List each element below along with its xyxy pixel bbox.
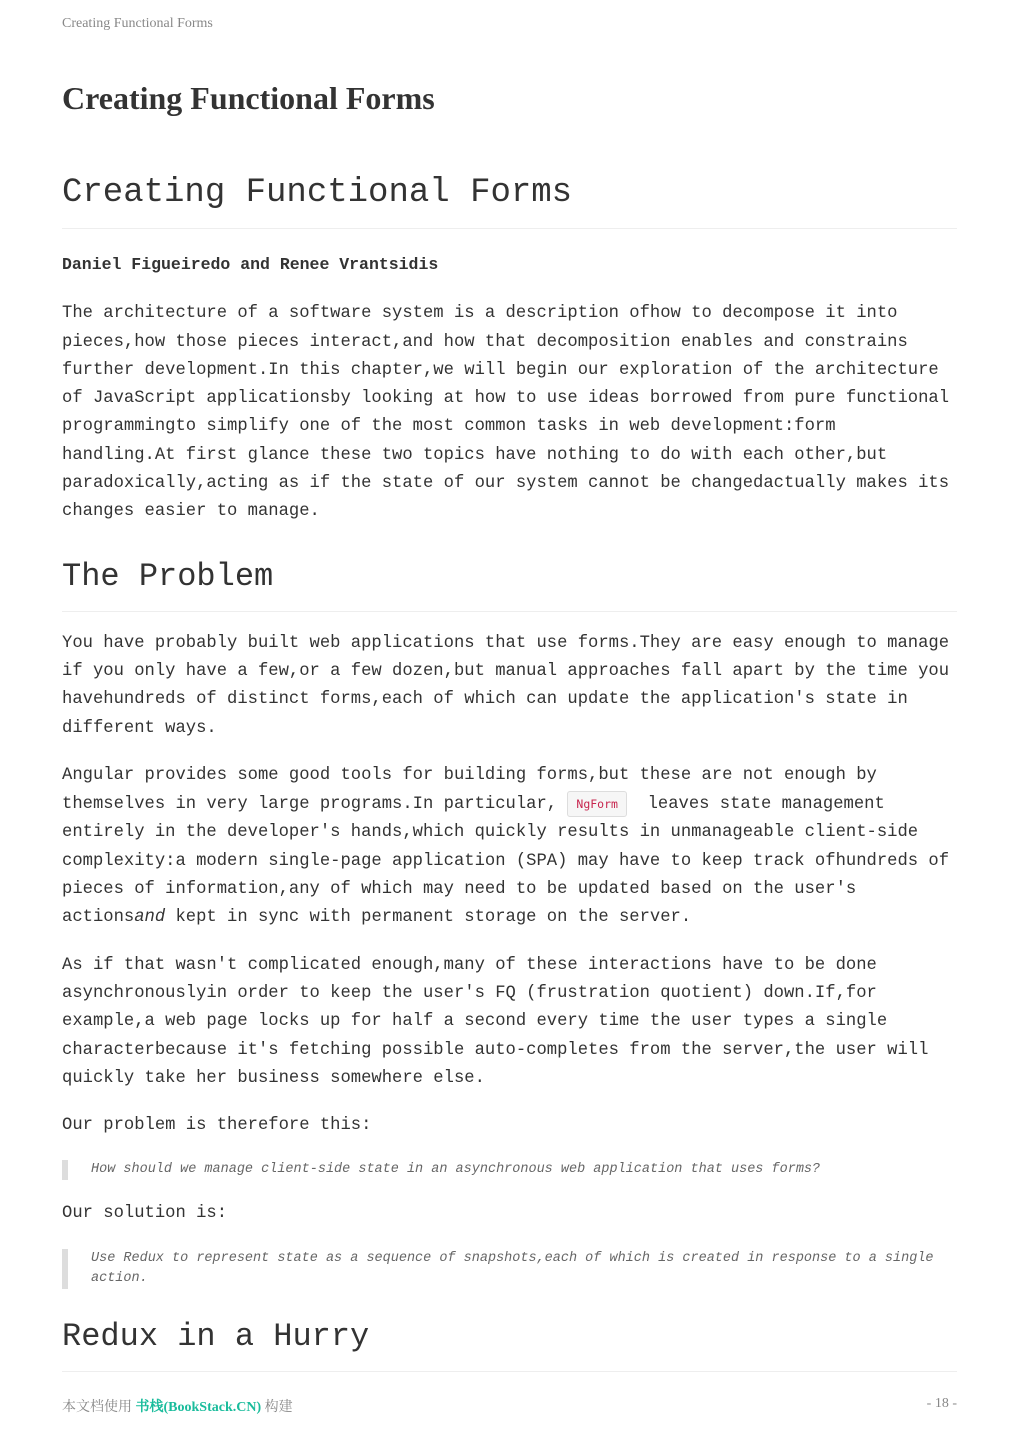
bookstack-link[interactable]: 书栈(BookStack.CN) [135,1400,262,1415]
blockquote: How should we manage client-side state in an asynchronous web application that uses forms? [62,1160,957,1180]
blockquote: Use Redux to represent state as a sequence of snapshots,each of which is created in response to a single action. [62,1249,957,1289]
text: kept in sync with permanent storage on the server. [165,908,692,928]
paragraph [62,762,960,933]
section-heading: Creating Functional Forms [62,170,957,229]
page-number: - 18 - [926,1396,957,1411]
section-heading: The Problem [62,555,957,612]
paragraph: As if that wasn't complicated enough,many of these interactions have to be done asynchronouslyin order to keep the user's FQ (frustration quotient) down.If,for example,a web page locks up for half a second every time the user types a single characterbecause it's fetching possible auto-completes from the server,the user will quickly take her business somewhere else. [62,955,929,1088]
paragraph: You have probably built web applications that use forms.They are easy enough to manage if you only have a few,or a few dozen,but manual approaches fall apart by the time you havehundreds of distinct forms,each of which can update the application's state in different ways. [62,633,950,738]
page-title: Creating Functional Forms [62,80,435,116]
footer-prefix: 本文档使用 [62,1400,136,1415]
paragraph: Our solution is: [62,1204,228,1224]
paragraph: The architecture of a software system is a description ofhow to decompose it into pieces,how those pieces interact,and how that decomposition enables and constrains further development.In this chapter,we will begin our exploration of the architecture of JavaScript applicationsby looking at how to use ideas borrowed from pure functional programmingto simplify one of the most common tasks in web development:form handling.At first glance these two topics have nothing to do with each other,but paradoxically,acting as if the state of our system cannot be changedactually makes its changes easier to manage. [62,304,950,522]
running-header: Creating Functional Forms [62,16,213,31]
footer-credit [62,1396,293,1416]
inline-code: NgForm [567,791,627,817]
section-heading: Redux in a Hurry [62,1315,957,1372]
emphasis: and [134,908,166,928]
paragraph: Our problem is therefore this: [62,1116,372,1136]
authors: Daniel Figueiredo and Renee Vrantsidis [62,255,439,274]
text: leaves state management entirely in the developer's hands,which quickly results in unmanageable client-side complexity:a modern single-page application (SPA) may have to keep track ofhundreds of pieces of information,any of which may need to be updated based on the user's actions [62,795,960,928]
document-body [62,170,960,1372]
footer-suffix: 构建 [261,1400,293,1415]
text: Angular provides some good tools for building forms,but these are not enough by themselves in very large programs.In particular, [62,765,877,815]
